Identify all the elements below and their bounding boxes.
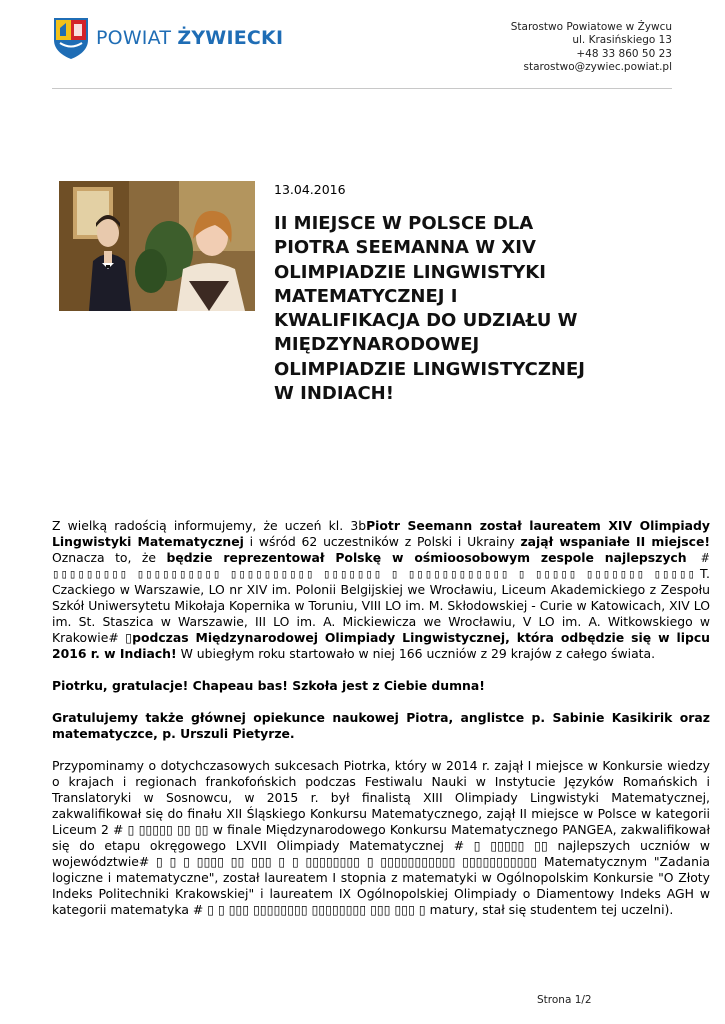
paragraph-announcement (52, 518, 710, 662)
p1-s2: Piotr Seemann został laureatem XIV Olimpiady Lingwistyki Matematycznej (52, 518, 710, 549)
contact-phone: +48 33 860 50 23 (576, 47, 672, 60)
p1-s4: zajął wspaniałe II miejsce! (520, 534, 711, 549)
article-title: II MIEJSCE W POLSCE DLA PIOTRA SEEMANNA W XIV OLIMPIADZIE LINGWISTYKI MATEMATYCZNEJ I KWALIFIKACJA DO UDZIAŁU W MIĘDZYNARODOWEJ OLIMPIADZIE LINGWISTYCZNEJ W INDIACH! (274, 213, 585, 405)
p1-s3: i wśród 62 uczestników z Polski i Ukrainy (243, 534, 521, 549)
powiat-logo[interactable] (52, 16, 283, 60)
logo-text (96, 27, 283, 49)
article-body (52, 518, 710, 934)
p1-s5: Oznacza to, że (52, 550, 167, 565)
header-divider (52, 88, 672, 89)
contact-block (511, 21, 672, 74)
paragraph-past-successes: Przypominamy o dotychczasowych sukcesach Piotrka, który w 2014 r. zajął I miejsce w Konkursie wiedzy o krajach i regionach frankofońskich podczas Festiwalu Nauki w Instytucie Języków Romańskich i Translatoryki w Sosnowcu, w 2015 r. był finalistą XIII Olimpiady Lingwistyki Matematycznej, zakwalifikował się do finału XII Śląskiego Konkursu Matematycznego, zajął II miejsce w Polsce w kategorii Liceum 2 # ▯ ▯▯▯▯▯ ▯▯ ▯▯ w finale Międzynarodowego Konkursu Matematycznego PANGEA, zakwalifikował się do etapu okręgowego LXVII Olimpiady Matematycznej # ▯ ▯▯▯▯▯ ▯▯ najlepszych uczniów w województwie# ▯ ▯ ▯ ▯▯▯▯ ▯▯ ▯▯▯ ▯ ▯ ▯▯▯▯▯▯▯▯ ▯ ▯▯▯▯▯▯▯▯▯▯▯ ▯▯▯▯▯▯▯▯▯▯▯ Matematycznym "Zadania logiczne i matematyczne", został laureatem I stopnia z matematyki w Ogólnopolskim Konkursie "O Złoty Indeks Politechniki Krakowskiej" i laureatem IX Ogólnopolskiej Olimpiady o Diamentowy Indeks AGH w kategorii matematyka # ▯ ▯ ▯▯▯ ▯▯▯▯▯▯▯▯ ▯▯▯▯▯▯▯▯ ▯▯▯ ▯▯▯ ▯ matury, stał się studentem tej uczelni). (52, 758, 710, 917)
p1-s10: W ubiegłym roku startowało w niej 166 uczniów z 29 krajów z całego świata. (176, 646, 656, 661)
contact-email[interactable]: starostwo@zywiec.powiat.pl (523, 60, 672, 73)
page-number: Strona 1/2 (537, 994, 592, 1006)
p1-s6: będzie reprezentował Polskę w ośmioosobowym zespole najlepszych (166, 550, 687, 565)
coat-of-arms-icon (52, 16, 90, 60)
contact-address: ul. Krasińskiego 13 (572, 34, 672, 47)
p1-s8: T. Czackiego w Warszawie, LO nr XIV im. Polonii Belgijskiej we Wrocławiu, Liceum Akademickiego z Zespołu Szkół Uniwersytetu Mikołaja Kopernika w Toruniu, VIII LO im. M. Skłodowskiej - Curie w Katowicach, XIV LO im. St. Staszica w Warszawie, III LO im. A. Mickiewicza we Wrocławiu, V LO im. A. Witkowskiego w Krakowie# ▯ (52, 566, 710, 645)
article-photo (59, 181, 255, 311)
p1-s1: Z wielką radością informujemy, że uczeń kl. 3b (52, 518, 367, 533)
logo-word-zywiecki: ŻYWIECKI (177, 27, 284, 49)
contact-office: Starostwo Powiatowe w Żywcu (510, 21, 672, 33)
article-date: 13.04.2016 (274, 182, 346, 197)
paragraph-congrats: Piotrku, gratulacje! Chapeau bas! Szkoła jest z Ciebie dumna! (52, 678, 485, 693)
p1-s7: # ▯▯▯▯▯▯▯▯▯ ▯▯▯▯▯▯▯▯▯▯ ▯▯▯▯▯▯▯▯▯▯ ▯▯▯▯▯▯▯ ▯ ▯▯▯▯▯▯▯▯▯▯▯▯ ▯ ▯▯▯▯▯ ▯▯▯▯▯▯▯ ▯▯▯▯▯ (52, 550, 711, 581)
paragraph-teachers: Gratulujemy także głównej opiekunce naukowej Piotra, anglistce p. Sabinie Kasikirik oraz matematyczce, p. Urszuli Pietyrze. (52, 710, 710, 741)
logo-word-powiat: POWIAT (96, 27, 178, 49)
p1-s9: podczas Międzynarodowej Olimpiady Lingwistycznej, która odbędzie się w lipcu 2016 r. w Indiach! (52, 630, 710, 661)
